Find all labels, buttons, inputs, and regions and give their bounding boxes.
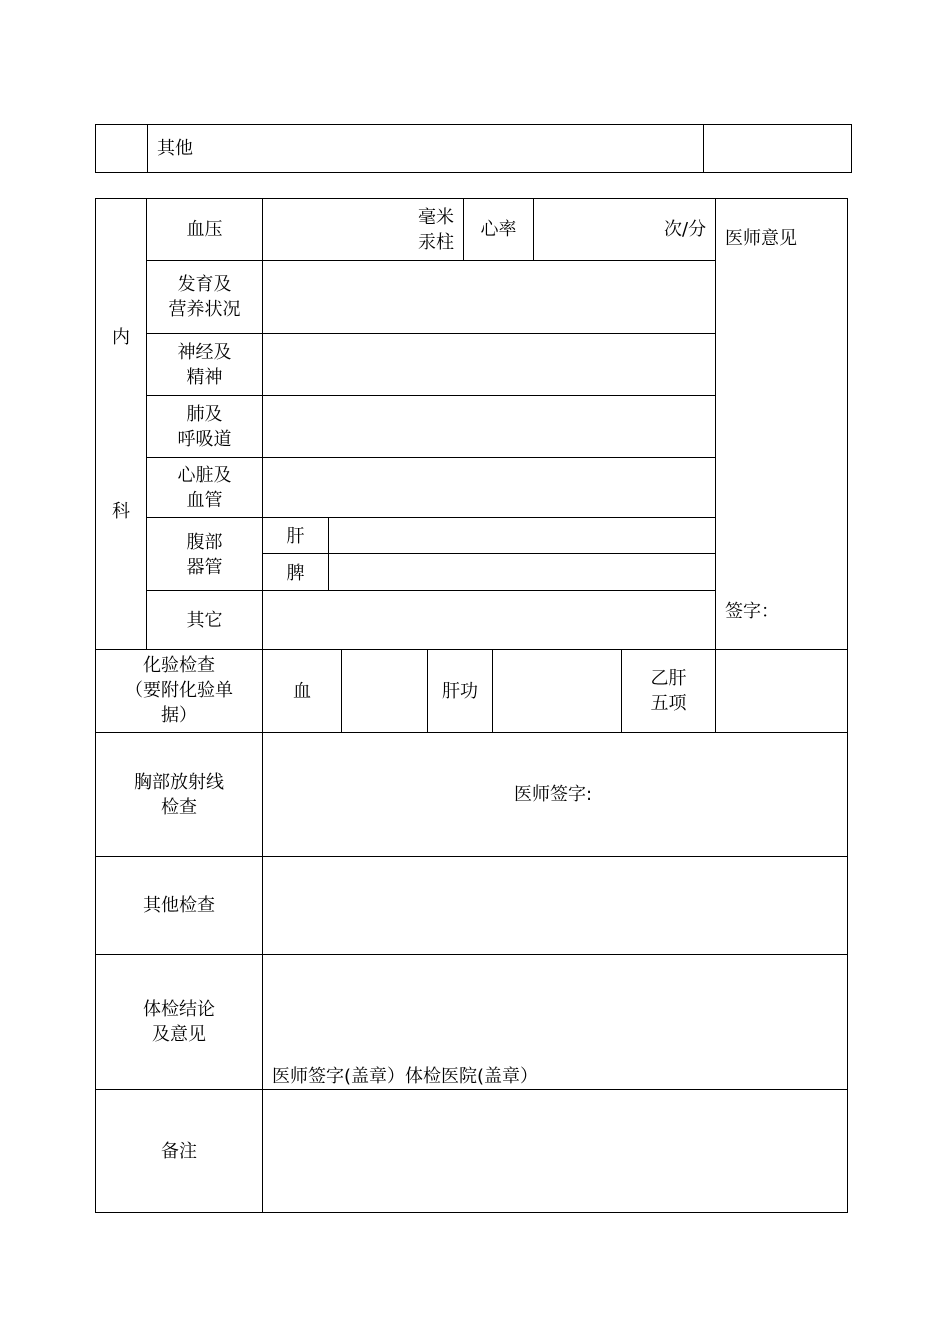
blood-test-label: 血	[293, 681, 311, 702]
other-value-cell[interactable]	[704, 125, 851, 172]
nerve-value[interactable]	[263, 334, 715, 395]
blood-test-value[interactable]	[342, 650, 427, 732]
section-char-ke: 科	[112, 501, 130, 522]
nerve-label-line1: 神经及	[177, 342, 232, 363]
chest-xray-label-line2: 检查	[161, 797, 197, 818]
lung-label-line1: 肺及	[186, 404, 223, 425]
other-exam-label: 其他检查	[143, 895, 215, 916]
other-organ-label: 其它	[186, 610, 223, 631]
lung-value[interactable]	[263, 396, 715, 457]
doctor-opinion-label: 医师意见	[725, 228, 797, 249]
spleen-label: 脾	[286, 563, 305, 584]
conclusion-value[interactable]	[263, 955, 847, 1060]
blood-pressure-value[interactable]	[263, 199, 413, 260]
nerve-label-line2: 精神	[186, 367, 223, 388]
hepatitis-value[interactable]	[716, 650, 847, 732]
section-char-nei: 内	[112, 327, 130, 348]
doctor-signature-label: 签字：	[725, 601, 779, 622]
development-label-line2: 营养状况	[168, 299, 241, 320]
development-label-line1: 发育及	[177, 274, 232, 295]
hepatitis-label-line2: 五项	[650, 693, 687, 714]
conclusion-label-line2: 及意见	[152, 1024, 206, 1045]
blood-pressure-unit-line2: 汞柱	[418, 232, 454, 253]
liver-function-label: 肝功	[442, 681, 478, 702]
abdomen-label-line1: 腹部	[186, 532, 223, 553]
doctor-opinion-value[interactable]	[716, 260, 847, 590]
spleen-value[interactable]	[329, 554, 715, 590]
blood-pressure-label: 血压	[186, 219, 223, 240]
blood-pressure-unit-line1: 毫米	[418, 207, 454, 228]
hepatitis-label-line1: 乙肝	[650, 668, 687, 689]
lab-label-line2: （要附化验单	[125, 680, 233, 701]
development-value[interactable]	[263, 261, 715, 333]
other-organ-value[interactable]	[263, 591, 715, 649]
abdomen-label-line2: 器管	[186, 557, 223, 578]
remarks-value[interactable]	[263, 1090, 847, 1212]
chest-xray-doctor-signature: 医师签字:	[514, 784, 593, 805]
conclusion-signature-line: 医师签字(盖章）体检医院(盖章）	[272, 1066, 539, 1087]
liver-label: 肝	[286, 526, 305, 547]
lung-label-line2: 呼吸道	[177, 429, 232, 450]
heart-label-line1: 心脏及	[177, 465, 232, 486]
heart-label-line2: 血管	[186, 490, 223, 511]
lab-label-line3: 据）	[161, 705, 197, 726]
lab-label-line1: 化验检查	[143, 655, 215, 676]
heart-rate-label: 心率	[480, 219, 517, 240]
heart-rate-unit: 次/分	[664, 219, 707, 240]
heart-value[interactable]	[263, 458, 715, 517]
remarks-label: 备注	[161, 1141, 197, 1162]
other-label: 其他	[157, 138, 193, 159]
conclusion-label-line1: 体检结论	[143, 999, 215, 1020]
liver-function-value[interactable]	[493, 650, 621, 732]
chest-xray-label-line1: 胸部放射线	[134, 772, 224, 793]
other-exam-value[interactable]	[263, 857, 847, 954]
liver-value[interactable]	[329, 518, 715, 553]
heart-rate-value[interactable]	[534, 199, 654, 260]
